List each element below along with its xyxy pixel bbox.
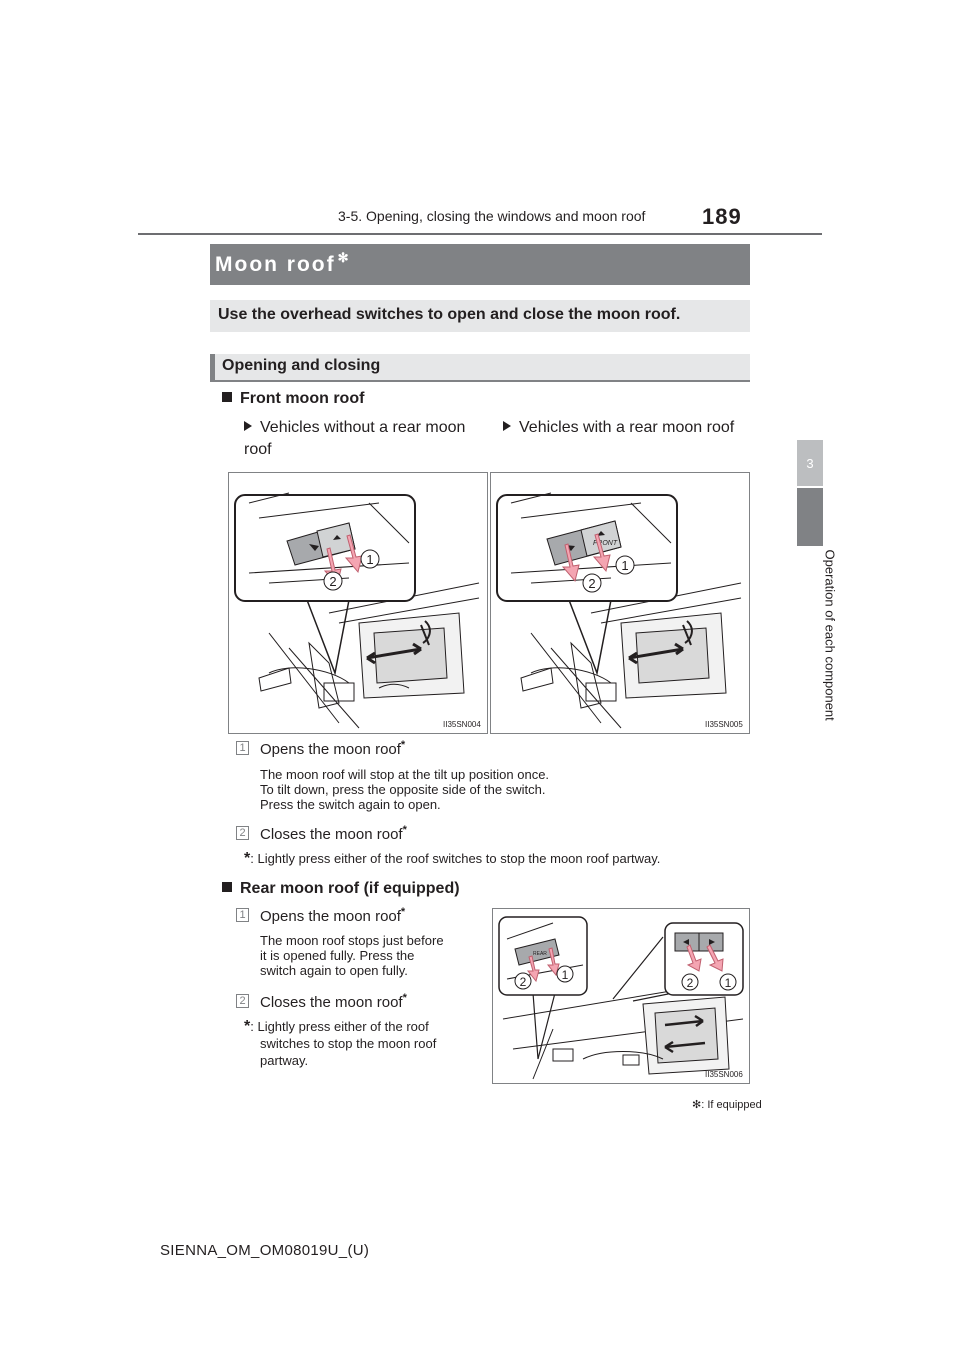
rear-moon-roof-heading-text: Rear moon roof (if equipped) <box>240 880 460 897</box>
note-line: To tilt down, press the opposite side of the switch. <box>260 782 546 797</box>
header-section-title: 3-5. Opening, closing the windows and moon roof <box>338 208 646 224</box>
front-moon-roof-heading-text: Front moon roof <box>240 390 365 407</box>
callout-2-label: 2 <box>588 576 596 591</box>
front-switch-illustration-left <box>229 473 487 733</box>
front-footnote-text: : Lightly press either of the roof switches to stop the moon roof partway. <box>250 851 661 866</box>
figure-front-without-rear <box>228 472 488 734</box>
figure-code-left: II35SN004 <box>443 720 481 729</box>
item-number-box: 2 <box>236 826 249 840</box>
asterisk-icon: * <box>402 992 407 1004</box>
asterisk-icon: * <box>400 739 406 751</box>
rear-switch-label: REAR <box>533 951 547 957</box>
page-number: 189 <box>702 204 742 229</box>
callout-1-label: 1 <box>366 552 374 567</box>
subheading-marker <box>210 354 215 382</box>
rear-footnote-line: switches to stop the moon roof <box>260 1036 437 1051</box>
variant-with-rear-text: Vehicles with a rear moon roof <box>519 419 735 436</box>
square-bullet-icon <box>222 882 232 892</box>
if-equipped-text: : If equipped <box>701 1099 762 1111</box>
rear-footnote-line: partway. <box>260 1053 309 1068</box>
note-line: The moon roof stops just before <box>260 933 444 948</box>
rear-item1-title-text: Opens the moon roof <box>260 908 401 925</box>
triangle-bullet-icon <box>244 421 252 431</box>
front-item1-title <box>260 739 405 758</box>
page-title-text: Moon roof <box>215 253 336 276</box>
if-equipped-star-icon: ✻ <box>337 250 351 265</box>
variant-without-rear-text: Vehicles without a rear moon roof <box>244 419 466 458</box>
front-moon-roof-heading <box>222 390 364 408</box>
triangle-bullet-icon <box>503 421 511 431</box>
front-item2-title-text: Closes the moon roof <box>260 826 403 843</box>
note-line: The moon roof will stop at the tilt up position once. <box>260 767 550 782</box>
front-switch-label: FRONT <box>593 540 618 547</box>
chapter-tab-marker <box>797 488 823 546</box>
item-number-box: 1 <box>236 908 249 922</box>
intro-text: Use the overhead switches to open and close the moon roof. <box>218 306 681 323</box>
rear-footnote-line: : Lightly press either of the roof <box>250 1019 429 1034</box>
note-line: switch again to open fully. <box>260 963 408 978</box>
rear-item1-note <box>260 933 474 978</box>
callout-2-label: 2 <box>329 574 337 589</box>
note-line: it is opened fully. Press the <box>260 948 415 963</box>
rear-moon-roof-heading <box>222 880 460 898</box>
note-line: Press the switch again to open. <box>260 797 441 812</box>
chapter-tab-number: 3 <box>797 440 823 486</box>
asterisk-icon: * <box>244 1018 251 1035</box>
rear-footnote <box>244 1018 474 1069</box>
front-switch-illustration-right <box>491 473 749 733</box>
rear-item1-title <box>260 906 405 925</box>
asterisk-icon: * <box>402 824 407 836</box>
figure-code-right: II35SN005 <box>705 720 743 729</box>
callout-1-label: 1 <box>724 976 732 990</box>
if-equipped-star-icon: ✻ <box>692 1099 702 1111</box>
callout-1-label: 1 <box>561 968 569 982</box>
front-footnote <box>244 850 660 867</box>
figure-front-with-rear <box>490 472 750 734</box>
front-item1-note <box>260 767 549 812</box>
rear-switch-illustration <box>493 909 749 1083</box>
callout-2-label: 2 <box>519 975 527 989</box>
chapter-tab-title: Operation of each component <box>822 549 838 721</box>
header-rule <box>138 233 822 235</box>
figure-rear-moon-roof <box>492 908 750 1084</box>
front-item2-title <box>260 824 407 843</box>
if-equipped-note <box>692 1098 762 1111</box>
callout-2-label: 2 <box>686 976 694 990</box>
page-title <box>215 250 351 277</box>
rear-item2-title <box>260 992 407 1011</box>
front-item1-title-text: Opens the moon roof <box>260 741 401 758</box>
callout-1-label: 1 <box>621 558 629 573</box>
subheading-text: Opening and closing <box>222 357 381 374</box>
item-number-box: 2 <box>236 994 249 1008</box>
figure-code-rear: II35SN006 <box>705 1070 743 1079</box>
document-code-footer: SIENNA_OM_OM08019U_(U) <box>160 1242 370 1259</box>
rear-item2-title-text: Closes the moon roof <box>260 994 403 1011</box>
variant-with-rear <box>503 417 753 439</box>
variant-without-rear <box>244 417 484 461</box>
asterisk-icon: * <box>400 906 406 918</box>
asterisk-icon: * <box>244 850 251 867</box>
item-number-box: 1 <box>236 741 249 755</box>
square-bullet-icon <box>222 392 232 402</box>
